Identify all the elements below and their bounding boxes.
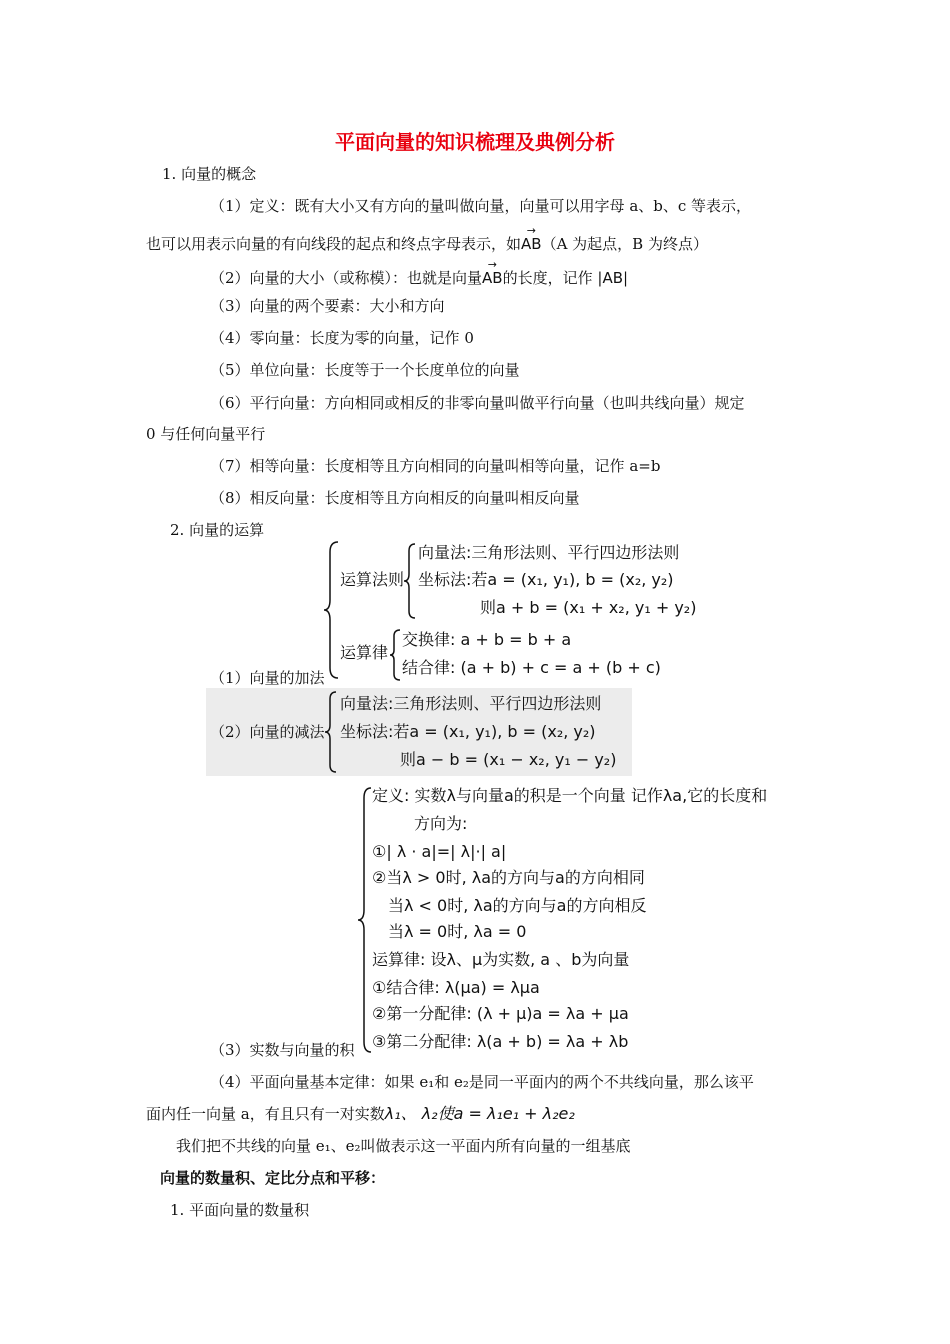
basis-line-1: （4）平面向量基本定律：如果 e₁和 e₂是同一平面内的两个不共线向量，那么该平 <box>210 1073 754 1091</box>
basis-line-2: 面内任一向量 a，有且只有一对实数λ₁、 λ₂使a = λ₁e₁ + λ₂e₂ <box>146 1104 575 1123</box>
scalar-laws: 运算律: 设λ、μ为实数, a 、b为向量 <box>372 950 630 969</box>
vector-ab: → AB <box>521 224 542 253</box>
equal-vector-line: （7）相等向量：长度相等且方向相同的向量叫相等向量，记作 a=b <box>210 457 661 475</box>
rules-label: 运算法则 <box>340 570 405 589</box>
section-heading-concept: 1. 向量的概念 <box>162 165 257 183</box>
scalar-def-2: 方向为: <box>414 814 468 833</box>
add-coord-result: 则a + b = (x₁ + x₂, y₁ + y₂) <box>480 598 697 617</box>
scalar-cond-4: 当λ = 0时, λa = 0 <box>388 922 527 941</box>
zero-vector-line: （4）零向量：长度为零的向量，记作 0 <box>210 329 474 347</box>
elements-line: （3）向量的两个要素：大小和方向 <box>210 297 445 315</box>
section-heading-operations: 2. 向量的运算 <box>170 521 265 539</box>
subsection-dot-product: 1. 平面向量的数量积 <box>170 1201 310 1219</box>
parallel-vector-line-1: （6）平行向量：方向相同或相反的非零向量叫做平行向量（也叫共线向量）规定 <box>210 394 745 412</box>
scalar-cond-2: ②当λ > 0时, λa的方向与a的方向相同 <box>372 868 645 887</box>
scalar-cond-1: ①| λ · a|=| λ|·| a| <box>372 842 507 861</box>
laws-label: 运算律 <box>340 643 389 662</box>
unit-vector-line: （5）单位向量：长度等于一个长度单位的向量 <box>210 361 520 379</box>
basis-formula: λ₁、 λ₂使a = λ₁e₁ + λ₂e₂ <box>384 1104 575 1123</box>
scalar-law-3: ③第二分配律: λ(a + b) = λa + λb <box>372 1032 629 1051</box>
definition-line-2: 也可以用表示向量的有向线段的起点和终点字母表示，如 → AB（A 为起点，B 为终点） <box>146 224 708 253</box>
scalar-law-2: ②第一分配律: (λ + μ)a = λa + μa <box>372 1004 629 1023</box>
vector-ab: → AB <box>482 258 503 287</box>
add-coord-method: 坐标法:若a = (x₁, y₁), b = (x₂, y₂) <box>418 570 674 589</box>
section-heading-dot-product: 向量的数量积、定比分点和平移： <box>160 1169 386 1187</box>
opposite-vector-line: （8）相反向量：长度相等且方向相反的向量叫相反向量 <box>210 489 580 507</box>
associative-law: 结合律: (a + b) + c = a + (b + c) <box>402 658 661 677</box>
sub-vector-method: 向量法:三角形法则、平行四边形法则 <box>340 694 602 713</box>
brace-laws <box>388 628 402 682</box>
scalar-cond-3: 当λ < 0时, λa的方向与a的方向相反 <box>388 896 647 915</box>
scalar-def-1: 定义: 实数λ与向量a的积是一个向量 记作λa,它的长度和 <box>372 786 768 805</box>
brace-outer <box>322 540 342 680</box>
definition-line-1: （1）定义：既有大小又有方向的量叫做向量，向量可以用字母 a、b、c 等表示， <box>210 197 752 215</box>
vector-ab: AB <box>602 269 623 287</box>
subtraction-label: （2）向量的减法 <box>210 723 325 741</box>
brace-subtraction <box>323 690 339 774</box>
magnitude-line: （2）向量的大小（或称模）：也就是向量 → AB的长度，记作 |AB| <box>210 258 629 287</box>
scalar-law-1: ①结合律: λ(μa) = λμa <box>372 978 540 997</box>
scalar-label: （3）实数与向量的积 <box>210 1041 355 1059</box>
sub-coord-result: 则a − b = (x₁ − x₂, y₁ − y₂) <box>400 750 617 769</box>
parallel-vector-line-2: 0 与任何向量平行 <box>146 425 266 443</box>
brace-rules <box>402 542 418 620</box>
sub-coord-method: 坐标法:若a = (x₁, y₁), b = (x₂, y₂) <box>340 722 596 741</box>
commutative-law: 交换律: a + b = b + a <box>402 630 572 649</box>
page-title: 平面向量的知识梳理及典例分析 <box>335 130 615 154</box>
add-vector-method: 向量法:三角形法则、平行四边形法则 <box>418 543 680 562</box>
addition-label: （1）向量的加法 <box>210 669 325 687</box>
basis-line-3: 我们把不共线的向量 e₁、e₂叫做表示这一平面内所有向量的一组基底 <box>176 1137 631 1155</box>
